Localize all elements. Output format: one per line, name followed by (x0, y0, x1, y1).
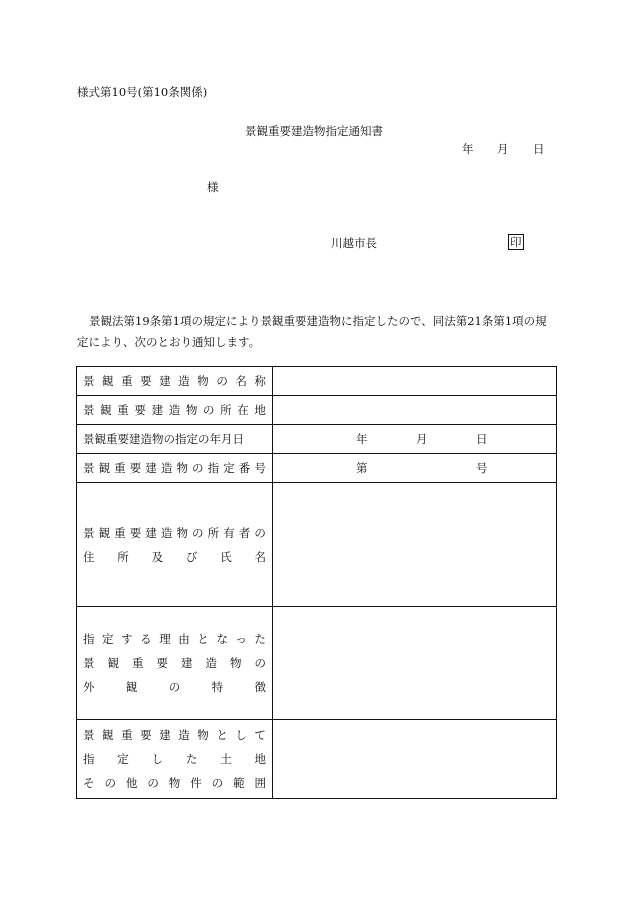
label-char: し (151, 752, 164, 766)
label-char: 景 (83, 461, 95, 475)
value-day: 日 (476, 432, 488, 446)
label-line (83, 747, 266, 771)
label-char: 景 (83, 374, 95, 388)
label-char: 観 (102, 374, 114, 388)
label-char: の (254, 525, 266, 540)
label-char: 地 (254, 752, 266, 766)
label-char: 在 (237, 403, 249, 417)
row-value-cell (273, 720, 557, 799)
label-char: の (254, 656, 266, 670)
label-line (83, 521, 266, 545)
label-char: 物 (168, 776, 181, 790)
label-line (83, 771, 266, 795)
designation-table (76, 366, 557, 799)
label-char: の (216, 374, 228, 388)
label-char: 徴 (254, 680, 266, 694)
label-char: 造 (178, 374, 190, 388)
value-month: 月 (416, 432, 428, 446)
label-char: 物 (197, 728, 209, 742)
label-char: て (254, 728, 266, 742)
row-value-cell (273, 396, 557, 425)
label-char: 建 (159, 374, 171, 388)
date-year: 年 (462, 142, 474, 156)
issuer-name: 川越市長 (331, 236, 377, 250)
label-char: 指 (207, 461, 220, 475)
label-char: 要 (129, 461, 142, 475)
value-year: 年 (356, 432, 368, 446)
label-char: 重 (117, 403, 129, 417)
label-char: す (121, 632, 133, 646)
label-char: 他 (125, 776, 138, 790)
row-label (77, 483, 273, 607)
label-char: 指 (83, 752, 95, 766)
label-char: の (147, 776, 159, 790)
label-line (83, 723, 266, 747)
addressee-suffix: 様 (207, 180, 219, 194)
label-char: 囲 (254, 776, 266, 790)
label-char: 景 (83, 728, 95, 742)
label-char: 指 (83, 632, 95, 646)
label-line (83, 456, 266, 480)
label-char: 土 (220, 752, 232, 766)
label-line (83, 398, 266, 422)
label-char: 称 (254, 374, 266, 388)
row-label (77, 367, 273, 396)
label-char: 号 (254, 461, 266, 475)
label-char: 景 (83, 525, 95, 540)
label-char: 物 (197, 374, 209, 388)
row-label-text: 景観重要建造物の指定の年月日 (83, 432, 244, 446)
label-char: 景 (83, 656, 95, 670)
label-char: 住 (83, 549, 95, 564)
label-char: 外 (83, 680, 95, 694)
row-value-cell (273, 425, 557, 454)
row-label (77, 607, 273, 720)
notice-paragraph (77, 311, 559, 353)
table-row (77, 454, 557, 483)
label-char: 重 (114, 525, 126, 540)
row-value-cell (273, 367, 557, 396)
row-value-cell (273, 483, 557, 607)
label-char: 重 (114, 461, 126, 475)
label-char: 景 (83, 403, 95, 417)
table-row (77, 367, 557, 396)
label-char: の (168, 680, 181, 694)
label-char: 造 (160, 461, 173, 475)
label-line (83, 369, 266, 393)
label-char: 物 (176, 525, 188, 540)
label-char: 建 (159, 728, 171, 742)
label-char: 観 (98, 525, 111, 540)
label-char: 所 (117, 549, 129, 564)
value-suffix: 号 (476, 461, 488, 475)
label-char: 重 (121, 728, 133, 742)
label-line (83, 675, 266, 699)
label-char: 定 (117, 752, 129, 766)
label-char: 物 (185, 403, 198, 417)
paragraph-line-1: 景観法第19条第1項の規定により景観重要建造物に指定したので、同法第21条第1項の規 (89, 314, 547, 328)
label-char: 建 (181, 656, 193, 670)
label-char: 観 (98, 461, 111, 475)
label-char: 所 (207, 525, 220, 540)
label-char: 重 (121, 374, 133, 388)
label-line (83, 545, 266, 569)
label-char: 建 (151, 403, 164, 417)
label-line (83, 651, 266, 675)
row-value-cell (273, 607, 557, 720)
table-row (77, 483, 557, 607)
value-prefix: 第 (356, 461, 368, 475)
label-line (83, 627, 266, 651)
label-char: っ (235, 632, 247, 646)
label-char: 定 (223, 461, 235, 475)
table-row (77, 607, 557, 720)
label-char: 物 (176, 461, 188, 475)
label-char: の (104, 776, 116, 790)
row-label (77, 425, 273, 454)
label-char: 番 (238, 461, 251, 475)
label-char: た (185, 752, 198, 766)
row-label (77, 720, 273, 799)
date-month: 月 (497, 142, 509, 156)
label-char: の (192, 525, 204, 540)
row-label (77, 454, 273, 483)
label-char: の (211, 776, 224, 790)
label-char: 理 (159, 632, 171, 646)
label-char: の (202, 403, 215, 417)
label-char: 範 (233, 776, 245, 790)
label-char: 名 (235, 374, 247, 388)
document-title: 景観重要建造物指定通知書 (245, 124, 383, 138)
label-char: る (140, 632, 152, 646)
label-char: 造 (168, 403, 181, 417)
label-char: 氏 (220, 549, 232, 564)
form-number: 様式第10号(第10条関係) (77, 85, 208, 99)
label-char: の (192, 461, 204, 475)
label-char: た (254, 632, 266, 646)
label-char: 有 (223, 525, 235, 540)
label-char: 造 (160, 525, 173, 540)
label-char: 地 (254, 403, 266, 417)
label-char: 者 (238, 525, 251, 540)
label-char: 要 (156, 656, 168, 670)
label-char: 及 (151, 549, 164, 564)
row-label (77, 396, 273, 425)
label-char: 定 (102, 632, 114, 646)
label-char: 造 (205, 656, 217, 670)
table-row (77, 396, 557, 425)
label-char: 要 (134, 403, 146, 417)
label-char: 件 (190, 776, 202, 790)
table-row (77, 425, 557, 454)
label-char: そ (83, 776, 95, 790)
label-char: 由 (178, 632, 190, 646)
label-char: 造 (178, 728, 190, 742)
date-day: 日 (533, 142, 545, 156)
label-char: 物 (230, 656, 242, 670)
label-char: 観 (102, 728, 114, 742)
label-char: 要 (140, 374, 152, 388)
label-char: 要 (129, 525, 142, 540)
label-char: 重 (132, 656, 144, 670)
label-char: 建 (145, 461, 157, 475)
label-char: 要 (140, 728, 152, 742)
label-char: 観 (107, 656, 119, 670)
label-char: 観 (100, 403, 112, 417)
table-row (77, 720, 557, 799)
label-char: び (185, 549, 198, 564)
label-char: 名 (254, 549, 266, 564)
label-char: な (216, 632, 228, 646)
paragraph-line-2: 定により、次のとおり通知します。 (77, 335, 261, 349)
label-char: 建 (145, 525, 157, 540)
label-char: し (235, 728, 247, 742)
label-char: 所 (220, 403, 232, 417)
label-char: 特 (211, 680, 224, 694)
label-char: と (197, 632, 209, 646)
label-char: 観 (125, 680, 138, 694)
seal-stamp: 印 (510, 235, 522, 249)
row-value-cell (273, 454, 557, 483)
label-char: と (216, 728, 228, 742)
